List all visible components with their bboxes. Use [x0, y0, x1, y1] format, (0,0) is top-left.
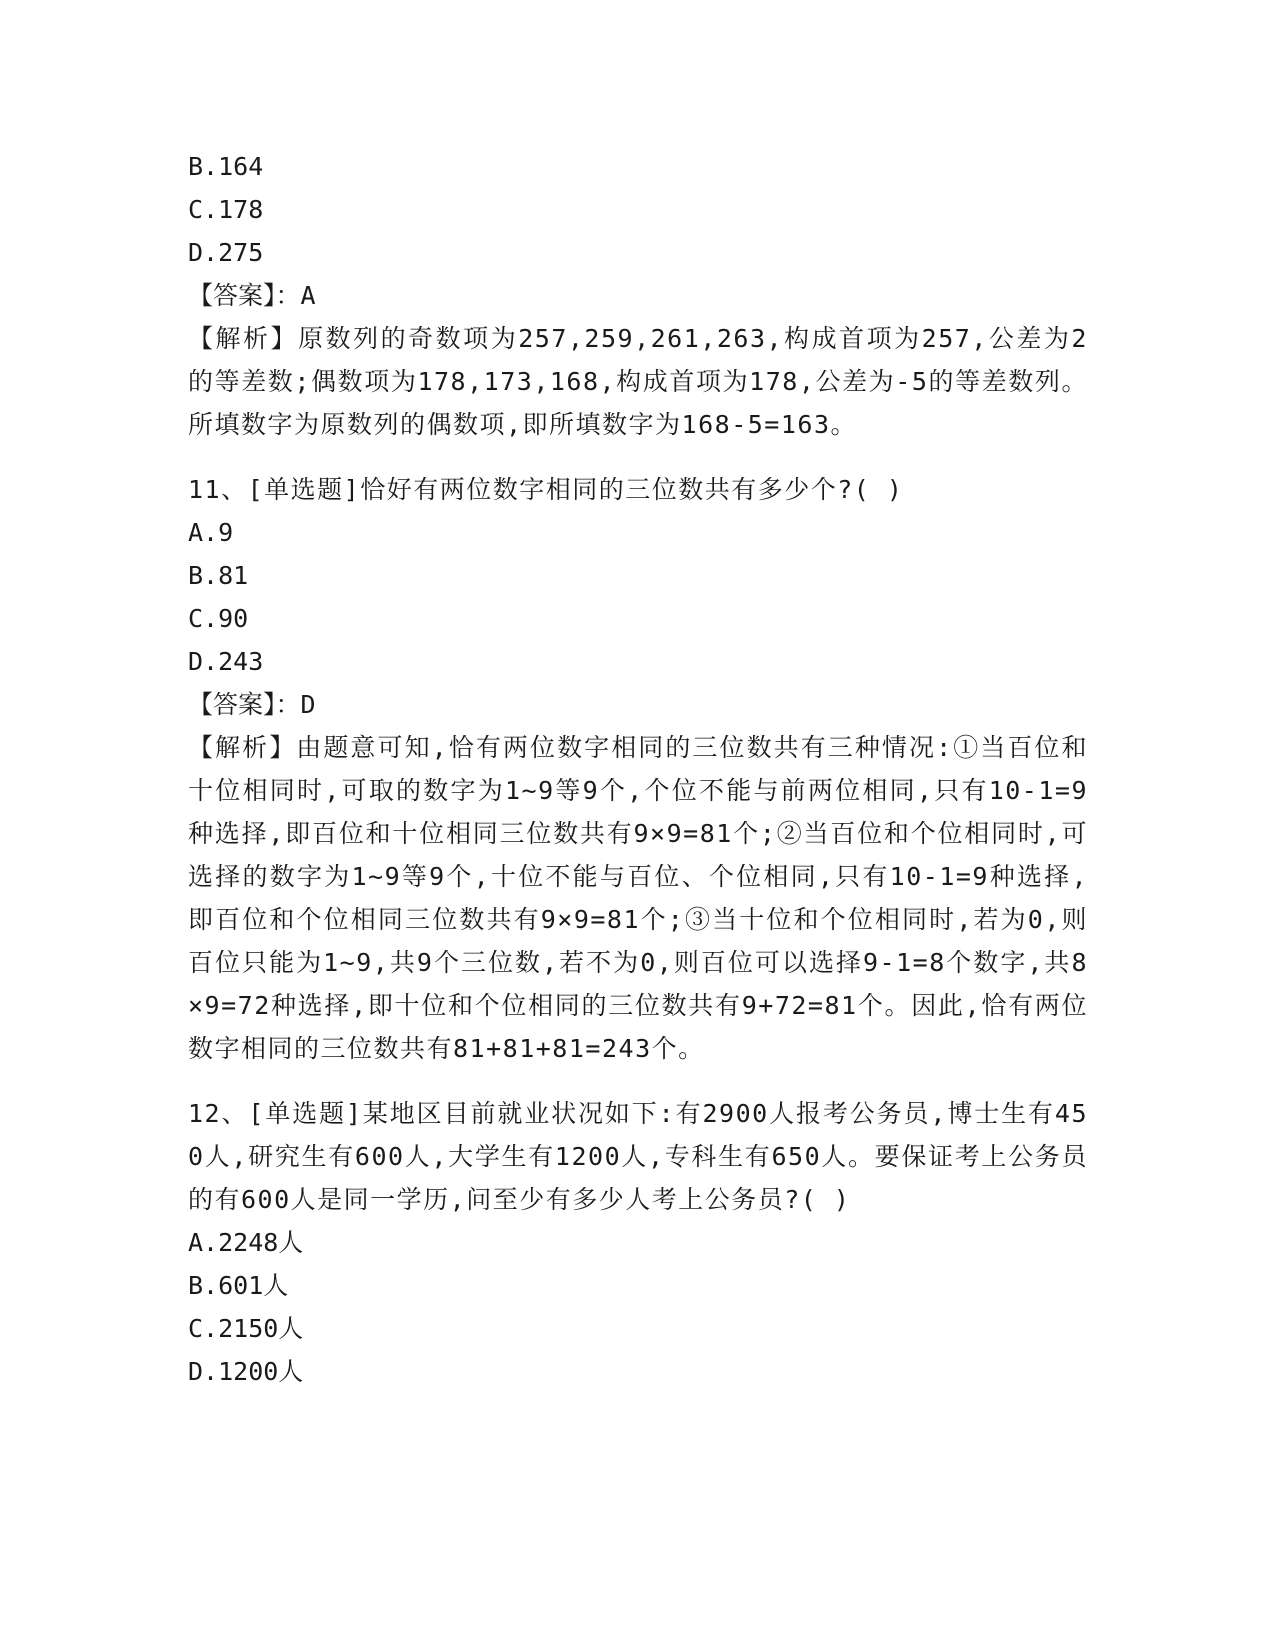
- option-d: D.243: [188, 647, 264, 676]
- question-10: [188, 145, 1088, 446]
- document-page: [188, 145, 1088, 1393]
- answer-line: 【答案】：A: [188, 281, 316, 310]
- option-c: C.2150人: [188, 1314, 304, 1343]
- question-11: [188, 468, 1088, 1070]
- question-text: 12、[单选题]某地区目前就业状况如下:有2900人报考公务员,博士生有450人,研究生有600人,大学生有1200人,专科生有650人。要保证考上公务员的有600人是同一学历,问至少有多少人考上公务员?( ): [188, 1099, 1088, 1214]
- analysis-paragraph: 【解析】原数列的奇数项为257,259,261,263,构成首项为257,公差为2的等差数;偶数项为178,173,168,构成首项为178,公差为-5的等差数列。所填数字为原数列的偶数项,即所填数字为168-5=163。: [188, 324, 1088, 439]
- analysis-paragraph: 【解析】由题意可知,恰有两位数字相同的三位数共有三种情况:①当百位和十位相同时,可取的数字为1~9等9个,个位不能与前两位相同,只有10-1=9种选择,即百位和十位相同三位数共有9×9=81个;②当百位和个位相同时,可选择的数字为1~9等9个,十位不能与百位、个位相同,只有10-1=9种选择,即百位和个位相同三位数共有9×9=81个;③当十位和个位相同时,若为0,则百位只能为1~9,共9个三位数,若不为0,则百位可以选择9-1=8个数字,共8×9=72种选择,即十位和个位相同的三位数共有9+72=81个。因此,恰有两位数字相同的三位数共有81+81+81=243个。: [188, 733, 1088, 1063]
- option-b: B.164: [188, 152, 264, 181]
- option-c: C.90: [188, 604, 249, 633]
- option-b: B.601人: [188, 1271, 289, 1300]
- question-12: [188, 1092, 1088, 1393]
- option-d: D.1200人: [188, 1357, 304, 1386]
- option-a: A.2248人: [188, 1228, 304, 1257]
- option-b: B.81: [188, 561, 249, 590]
- answer-line: 【答案】：D: [188, 690, 316, 719]
- option-c: C.178: [188, 195, 264, 224]
- question-text: 11、[单选题]恰好有两位数字相同的三位数共有多少个?( ): [188, 475, 904, 504]
- option-d: D.275: [188, 238, 264, 267]
- option-a: A.9: [188, 518, 234, 547]
